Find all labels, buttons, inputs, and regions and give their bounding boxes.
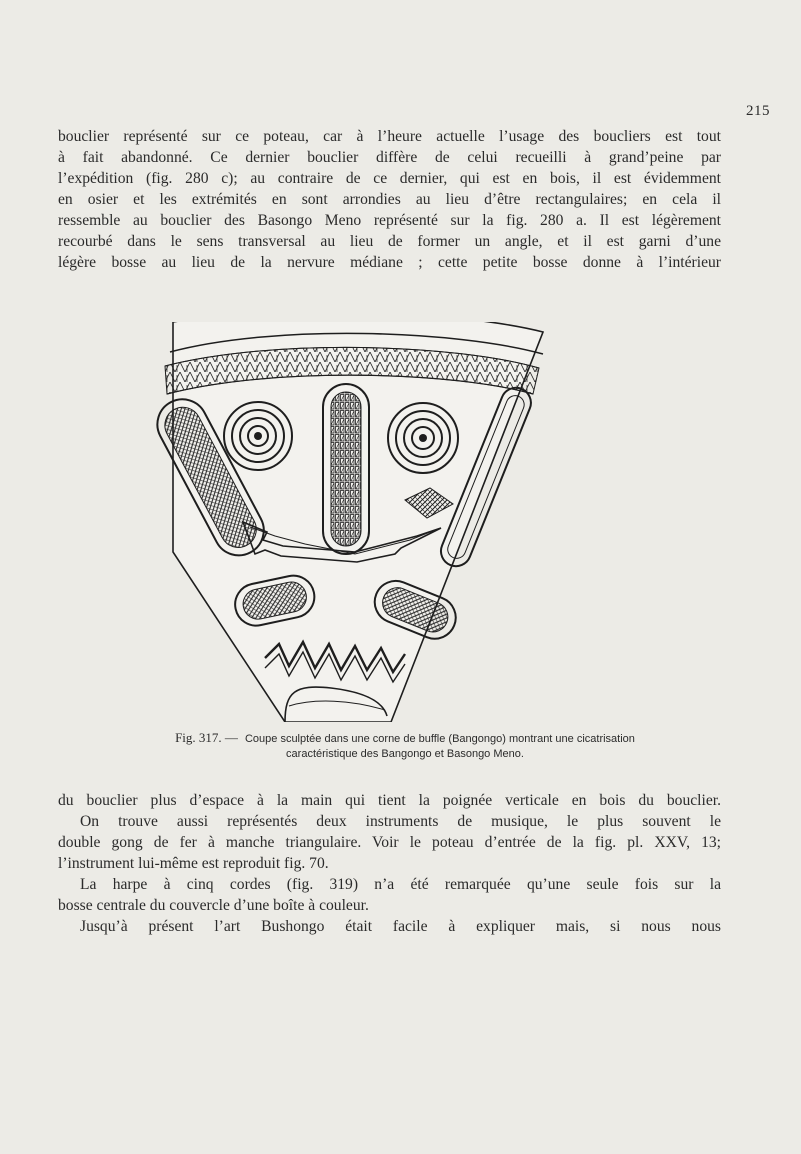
text-line: On trouve aussi représentés deux instruments de musique, le plus souvent le: [80, 813, 721, 830]
text-line: recourbé dans le sens transversal au lieu de former un angle, et il est garni d’une: [58, 233, 721, 250]
text-line: Jusqu’à présent l’art Bushongo était facile à expliquer mais, si nous nous: [80, 918, 721, 935]
text-line: La harpe à cinq cordes (fig. 319) n’a été remarquée qu’une seule fois sur la: [80, 876, 721, 893]
figure-caption: [150, 730, 660, 762]
text-line: à fait abandonné. Ce dernier bouclier diffère de celui recueilli à grand’peine par: [58, 149, 721, 166]
text-line: légère bosse au lieu de la nervure médiane ; cette petite bosse donne à l’intérieur: [58, 254, 721, 271]
text-line: l’instrument lui-même est reproduit fig. 70.: [58, 855, 329, 872]
caption-text-2: caractéristique des Bangongo et Basongo Meno.: [286, 748, 524, 760]
caption-text-1: Coupe sculptée dans une corne de buffle (Bangongo) montrant une cicatrisation: [244, 733, 635, 745]
figure-engraving: [155, 322, 555, 722]
page-number: 215: [746, 103, 770, 119]
figure-label: Fig. 317. —: [175, 730, 238, 745]
text-line: en osier et les extrémités en sont arrondies au lieu d’être rectangulaires; en cela il: [58, 191, 721, 208]
text-line: bouclier représenté sur ce poteau, car à l’heure actuelle l’usage des boucliers est tout: [58, 128, 721, 145]
text-line: du bouclier plus d’espace à la main qui tient la poignée verticale en bois du bouclier.: [58, 792, 721, 809]
text-line: bosse centrale du couvercle d’une boîte à couleur.: [58, 897, 369, 914]
caption-line: [150, 730, 660, 747]
text-line: ressemble au bouclier des Basongo Meno représenté sur la fig. 280 a. Il est légèrement: [58, 212, 721, 229]
carved-cup-illustration: [155, 322, 555, 722]
text-line: l’expédition (fig. 280 c); au contraire de ce dernier, qui est en bois, il est évidemment: [58, 170, 721, 187]
text-line: double gong de fer à manche triangulaire. Voir le poteau d’entrée de la fig. pl. XXV, 13;: [58, 834, 721, 851]
